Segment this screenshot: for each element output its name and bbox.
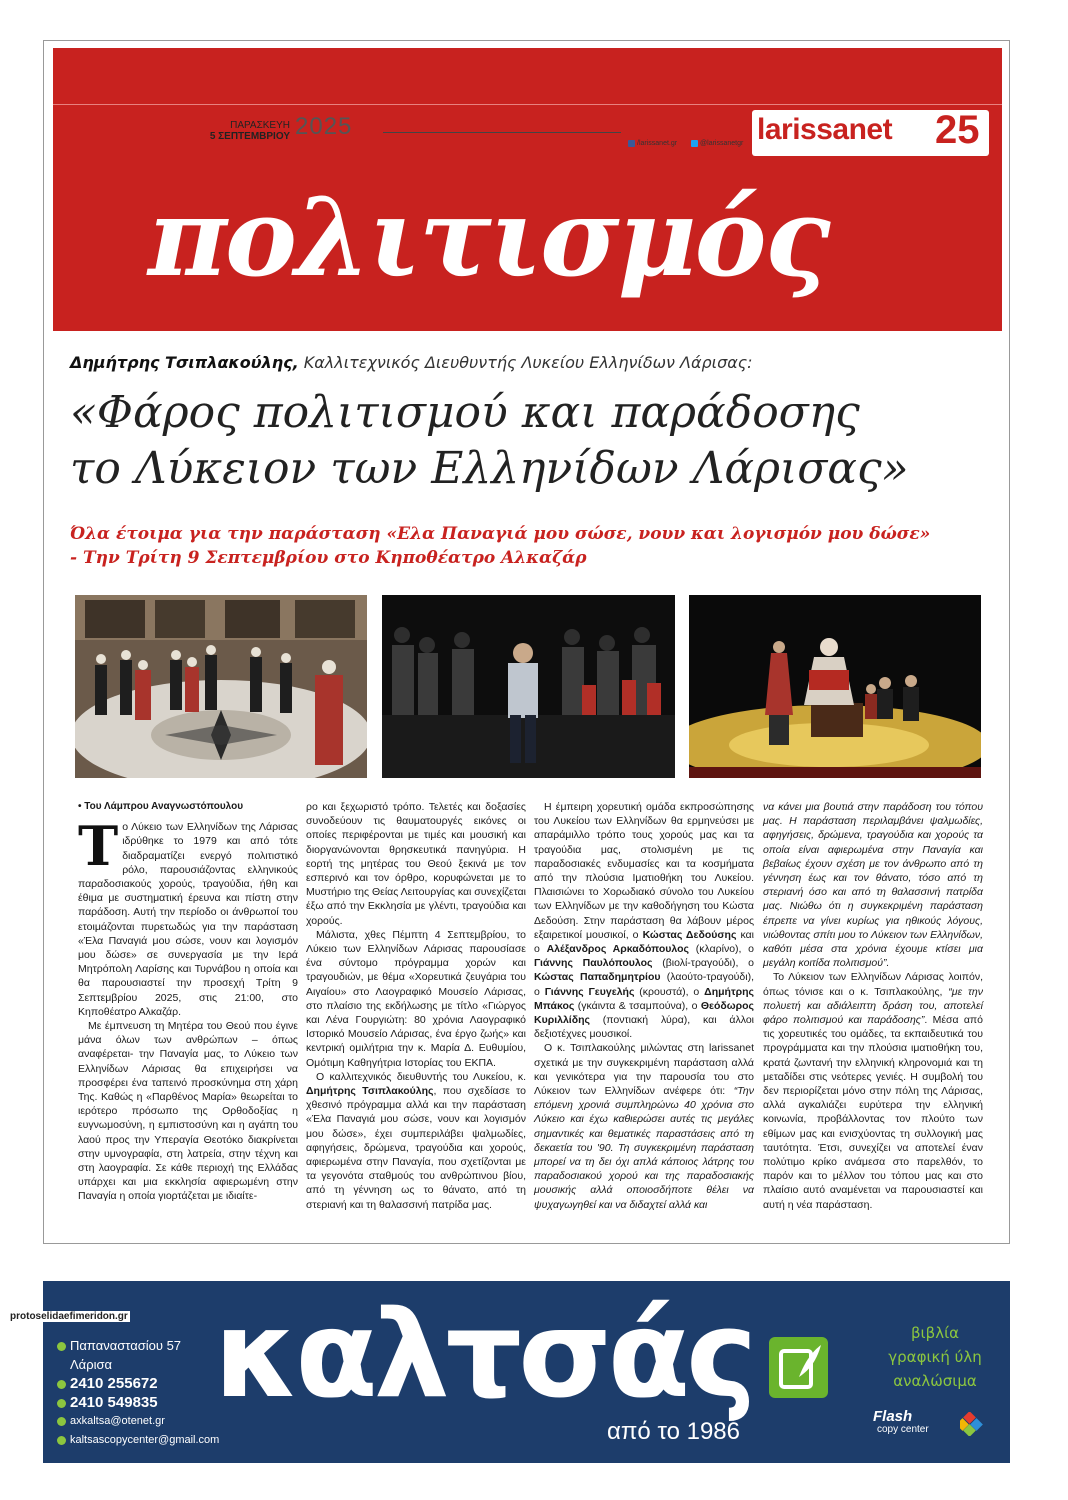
ad-product-stationery: γραφική ύλη [888, 1348, 982, 1366]
email-icon [57, 1436, 66, 1445]
ad-phone-2: 2410 549835 [70, 1394, 158, 1411]
ad-product-books: βιβλία [910, 1324, 960, 1342]
location-icon [57, 1342, 66, 1351]
photo-dance-museum [75, 595, 367, 778]
masthead-divider [383, 132, 621, 133]
photo-director-stage [382, 595, 675, 778]
col1-paragraph-2: Με έμπνευση τη Μητέρα του Θεού που έγινε μάνα όλων των ανθρώπων – όπως αναφέρεται- την Παναγία μας, το Λύκειο των Ελληνίδων Λάρισας θα επιχειρήσει να προσφέρει ένα ταπεινό προσκύνημα στη χάρη Της. Καθώς η «Παρθένος Μαρία» θεωρείται το ιερότερο πρόσωπο της Ορθοδοξίας η ευγνωμοσύνη, η εμπιστοσύνη και η αγάπη του λαού προς την Υπεραγία Θεοτόκο διακρίνεται στην υμνογραφία, στη λατρεία, στην τέχνη και στη λαογραφία. Σε κάθε περιοχή της Ελλάδας υπάρχει και μια εκκλησία αφιερωμένη στην Παναγία η οποία γιορτάζεται με ιδιαίτε- [78, 1020, 298, 1203]
col2-paragraph-3: Ο καλλιτεχνικός διευθυντής του Λυκείου, κ. Δημήτρης Τσιπλακούλης, που σχεδίασε το χθεσινό πρόγραμμα αλλά και την παράσταση «Έλα Παναγιά μου σώσε, νουν και λογισμόν μου δώσε», έχει συμπεριλάβει ψαλμωδίες, αφηγήσεις, δρώμενα, τραγούδια και χορούς, αφιερωμένα στην Παναγία, που σχετίζονται με τα γεγονότα σταθμούς του ανθρώπινου βίου, από τη γέννηση ως το θάνατο, από τη στεριανή και τη θαλασσινή πατρίδα μας. [306, 1070, 526, 1211]
article-column-2 [306, 800, 526, 1212]
subheadline-line-1: Όλα έτοιμα για την παράσταση «Ελα Παναγιά μου σώσε, νουν και λογισμόν μου δώσε» [70, 524, 931, 544]
subheadline [70, 522, 1000, 570]
photo-performance [689, 595, 981, 778]
feather-book-icon [769, 1337, 828, 1398]
speaker-name: Δημήτρης Τσιπλακούλης, [70, 353, 299, 372]
ad-email-2: kaltsascopycenter@gmail.com [70, 1434, 220, 1446]
email-icon [57, 1417, 66, 1426]
article-column-1 [78, 800, 298, 1204]
issue-year: 2025 [295, 113, 353, 140]
headline-line-1: «Φάρος πολιτισμού και παράδοσης [70, 387, 860, 438]
source-watermark: protoselidaefimeridon.gr [10, 1311, 128, 1322]
flash-logo-icon [960, 1412, 984, 1436]
phone-icon [57, 1380, 66, 1389]
ad-phone-1: 2410 255672 [70, 1375, 158, 1392]
speaker-title: Καλλιτεχνικός Διευθυντής Λυκείου Ελληνίδων Λάρισας: [298, 353, 753, 372]
ad-contact-info [57, 1336, 219, 1450]
twitter-icon [691, 140, 698, 147]
twitter-handle[interactable]: @larissanetgr [700, 140, 744, 148]
social-links [628, 140, 755, 147]
ad-since: από το 1986 [607, 1418, 740, 1445]
ad-city: Λάρισα [70, 1357, 113, 1372]
facebook-handle[interactable]: /larissanet.gr [637, 140, 678, 148]
phone-icon [57, 1399, 66, 1408]
drop-cap: Τ [78, 814, 119, 879]
author-byline: • Του Λάμπρου Αναγνωστόπουλου [78, 801, 244, 812]
col1-paragraph-1: ο Λύκειο των Ελληνίδων της Λάρισας ιδρύθηκε το 1979 και από τότε διαδραματίζει ενεργό πολιτιστικό ρόλο, παρουσιάζοντας ελληνικούς παραδοσιακούς χορούς, τραγούδια, ήθη και έθιμα με συστηματική έρευνα και πίστη στην παράδοση. Αυτή την περίοδο οι άνθρωποί του ετοιμάζονται πυρετωδώς για την παράσταση «Έλα Παναγιά μου σώσε, νουν και λογισμόν μου δώσε» σε συνεργασία με την Ιερά Μητρόπολη Λαρίσης και Τυρνάβου η οποία και θα παρουσιαστεί την προσεχή Τρίτη 9 Σεπτεμβρίου 2025, στις 21:00, στο Κηποθέατρο Αλκαζάρ. [78, 821, 298, 1018]
page-number: 25 [935, 108, 980, 152]
issue-date: ΠΑΡΑΣΚΕΥΗ 5 ΣΕΠΤΕΜΒΡΙΟΥ [209, 120, 290, 142]
subheadline-line-2: - Την Τρίτη 9 Σεπτεμβρίου στο Κηποθέατρο Αλκαζάρ [70, 548, 587, 568]
col2-paragraph-1: ρο και ξεχωριστό τρόπο. Τελετές και δοξασίες συνοδεύουν τις θαυματουργές εικόνες οι οποίες περιφέρονται με τιμές και μουσική και διοργανώνονται θρησκευτικά πανηγύρια. Η εορτή της μητέρας του Θεού ξεκινά με τον εσπερινό και τον όρθρο, κορυφώνεται με το Μυστήριο της Θείας Λειτουργίας και συνεχίζεται έξω από την Εκκλησία με γλέντι, τραγούδια και χορούς. [306, 801, 526, 927]
col4-paragraph-1: να κάνει μια βουτιά στην παράδοση του τόπου μας. Η παράσταση περιλαμβάνει ψαλμωδίες, αφηγήσεις, δρώμενα, τραγούδια και χορούς τα οποία είναι αφιερωμένα στην Παναγία και βεβαίως έχουν σχέση με τον άνθρωπο από τη γέννηση έως και τον θάνατο, τόσο από τη στεριανή όσο και από τη θαλασσινή πατρίδα μας. Νιώθω ότι η συγκεκριμένη παράσταση έπρεπε να γίνει κυρίως για ηθικούς λόγους, νιώθοντας σπίτι μου το Λύκειον των Ελληνίδων, καθότι μέσα στα χρόνια έχουμε κτίσει μια μεγάλη κοιτίδα πολιτισμού”. [763, 801, 983, 970]
headline-line-2: το Λύκειον των Ελληνίδων Λάρισας» [70, 443, 909, 494]
article-column-4 [763, 800, 983, 1212]
ad-address: Παπαναστασίου 57 [70, 1338, 182, 1353]
col4-paragraph-2: Το Λύκειον των Ελληνίδων Λάρισας λοιπόν, όπως τόνισε και ο κ. Τσιπλακούλης, “με την πολυετή και αδιάλειπτη δράση του, αποτελεί φάρο πολιτισμού και παράδοσης”. Μέσα από τις χορευτικές του ομάδες, τα εκπαιδευτικά του προγράμματα και την πλούσια ιματιοθήκη του, κρατά ζωντανή την ελληνική κληρονομιά και τη μεταδίδει στις νεότερες γενιές. Η συμβολή του δεν περιορίζεται μόνο στην πόλη της Λάρισας, αλλά αγκαλιάζει ευρύτερα την ελληνική κοινωνία, προβάλλοντας τον πλούτο των εθίμων μας και ενισχύοντας τη συλλογική μας ταυτότητα. Έτσι, συνεχίζει να αποτελεί έναν πολύτιμο κρίκο ανάμεσα στο παρελθόν, το παρόν και το μέλλον του τόπου μας και στο πλαίσιο αυτό αναμένεται να παρουσιαστεί και αυτή η νέα παράσταση. [763, 971, 983, 1211]
section-title: πολιτισμός [148, 175, 829, 301]
speaker-line [70, 353, 753, 372]
facebook-icon [628, 140, 635, 147]
ad-products [880, 1321, 990, 1393]
ad-product-consumables: αναλώσιμα [893, 1372, 977, 1390]
col3-paragraph-2: Ο κ. Τσιπλακούλης μιλώντας στη larissanet σχετικά με την συγκεκριμένη παράσταση αλλά και γενικότερα για την παρουσία του στο Λύκειον των Ελληνίδων ανέφερε ότι: “Την επόμενη χρονιά συμπληρώνω 40 χρόνια στο Λύκειο και έχω καθιερώσει αυτές τις μεγάλες σημαντικές και θεματικές παραστάσεις από τη δεκαετία του '90. Τη συγκεκριμένη παράσταση μπορεί να τη δει όχι απλά κάποιος λάτρης του παραδοσιακού χορού και της παραδοσιακής μουσικής αλλά οποιοσδήποτε θέλει να ψυχαγωγηθεί και να διδαχτεί αλλά και [534, 1042, 754, 1211]
article-column-3 [534, 800, 754, 1212]
col2-paragraph-2: Μάλιστα, χθες Πέμπτη 4 Σεπτεμβρίου, το Λύκειο των Ελληνίδων Λάρισας παρουσίασε ένα σύντομο πρόγραμμα χορών και τραγουδιών, με θέμα «Χορευτικά ζευγάρια του Αιγαίου» στο Λαογραφικό Μουσείο Λάρισας, στο πλαίσιο της εκδήλωσης με τίτλο «Γιώργος και Λένα Γουργιώτη: 80 χρόνια Λαογραφικό Ιστορικό Μουσείο Λάρισας, ένα έργο ζωής» και κεντρική ομιλήτρια την κ. Μαρία Δ. Ευθυμίου, Ομότιμη Καθηγήτρια Ιστορίας του ΕΚΠΑ. [306, 928, 526, 1069]
col3-paragraph-1: Η έμπειρη χορευτική ομάδα εκπροσώπησης του Λυκείου των Ελληνίδων θα ερμηνεύσει με απαράμιλλο τρόπο τους χορούς μας και τα τραγούδια μας, στολισμένη με τις παραδοσιακές ενδυμασίες και τα κοσμήματα από την πλούσια Ιματιοθήκη του Λυκείου. Πλαισιώνει το Χορωδιακό σύνολο του Λυκείου των Ελληνίδων με την καθοδήγηση του Κώστα Δεδούση. Στην παράσταση θα λάβουν μέρος εξαιρετικοί μουσικοί, ο Κώστας Δεδούσης και ο Αλέξανδρος Αρκαδόπουλος (κλαρίνο), ο Γιάννης Παυλόπουλος (βιολί-τραγούδι), ο Κώστας Παπαδημητρίου (λαούτο-τραγούδι), ο Γιάννης Γευγελής (κρουστά), ο Δημήτρης Μπάκος (γκάιντα & τσαμπούνα), ο Θεόδωρος Κυριλλίδης (ποντιακή λύρα), και άλλοι δεξιοτέχνες μουσικοί. [534, 801, 755, 1041]
headline [70, 385, 990, 497]
ad-brand-name: καλτσάς [214, 1286, 754, 1425]
flash-copy-center-logo: Flash copy center [873, 1408, 929, 1435]
ad-email-1: axkaltsa@otenet.gr [70, 1415, 165, 1427]
brand-logo: larissanet [757, 113, 893, 146]
